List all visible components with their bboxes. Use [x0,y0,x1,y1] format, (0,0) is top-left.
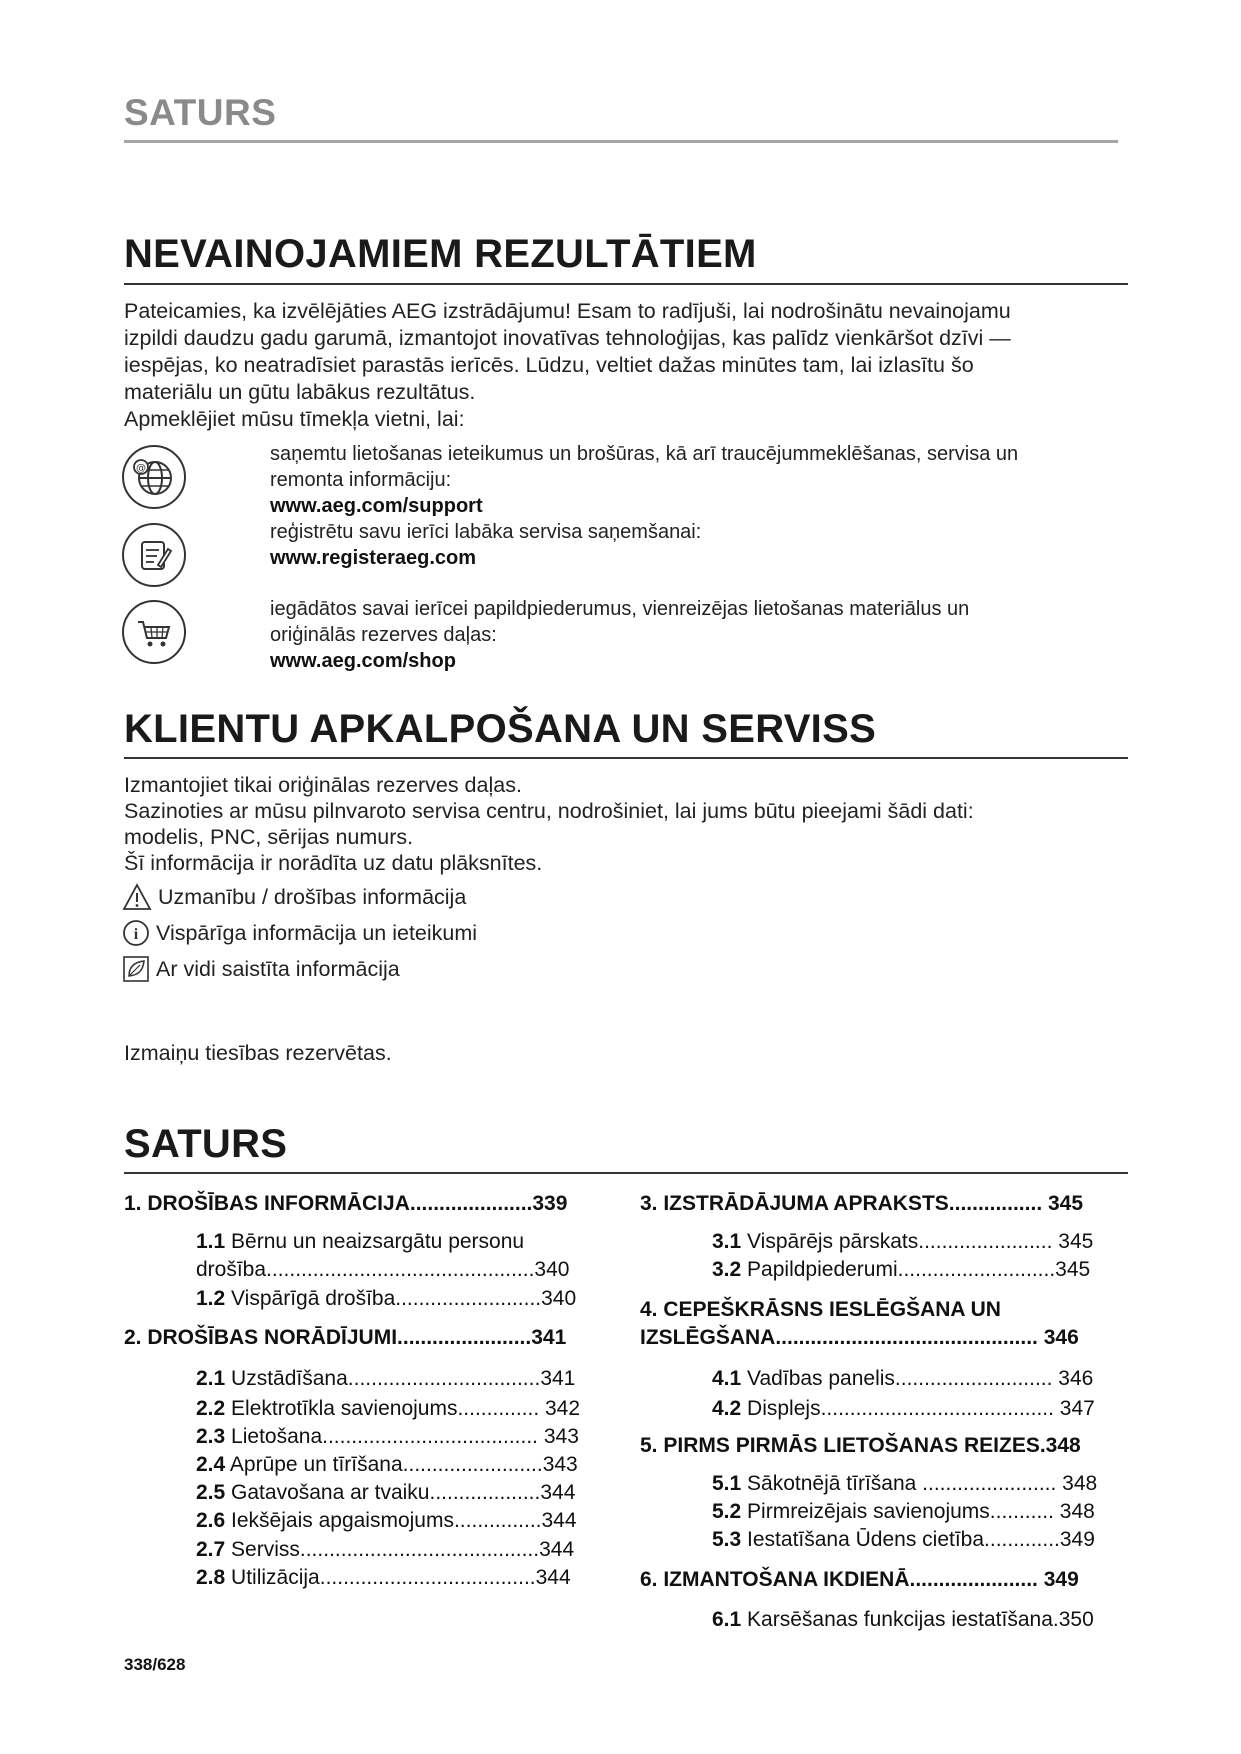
toc-label: Utilizācija.....................................344 [231,1566,571,1589]
svg-text:i: i [133,926,139,943]
toc-label: Papildpiederumi...........................345 [747,1258,1091,1281]
page-number: 338/628 [124,1655,186,1674]
toc-section-4-2[interactable] [712,1395,1095,1423]
toc-label: Elektrotīkla savienojums.............. 342 [231,1397,581,1420]
link-description: remonta informāciju: [270,469,452,491]
toc-section-5-1[interactable] [712,1470,1097,1498]
register-url-link[interactable]: www.registeraeg.com [270,547,476,569]
toc-num: 2.6 [196,1509,226,1532]
service-line: Izmantojiet tikai oriģinālas rezerves daļas. [124,773,522,797]
toc-title: SATURS [124,1122,288,1166]
toc-label: Aprūpe un tīrīšana........................343 [229,1453,578,1476]
toc-section-2-8[interactable] [196,1564,571,1592]
toc-num: 4.2 [712,1397,742,1420]
intro-line: izpildi daudzu gadu garumā, izmantojot inovatīvas tehnoloģijas, kas palīdz vienkāršot dzīvi — [124,326,1011,350]
toc-num: 1.1 [196,1230,226,1253]
toc-section-6-1[interactable] [712,1606,1094,1634]
toc-label: Gatavošana ar tvaiku...................344 [231,1481,576,1504]
toc-num: 5.1 [712,1472,742,1495]
service-line: Šī informācija ir norādīta uz datu plāksnītes. [124,851,543,875]
toc-label: Vispārīgā drošība.........................340 [231,1287,577,1310]
intro-title: NEVAINOJAMIEM REZULTĀTIEM [124,232,757,276]
service-line: modelis, PNC, sērijas numurs. [124,825,414,849]
toc-section-3-2[interactable] [712,1256,1090,1284]
intro-line: iespējas, ko neatradīsiet parastās ierīcēs. Lūdzu, veltiet dažas minūtes tam, lai izlasītu šo [124,353,974,377]
rights-reserved-text: Izmaiņu tiesības rezervētas. [124,1041,392,1065]
toc-num: 2.5 [196,1481,226,1504]
toc-chapter-1[interactable]: 1. DROŠĪBAS INFORMĀCIJA.....................339 [124,1192,568,1215]
toc-num: 2.8 [196,1566,226,1589]
toc-label: Lietošana..................................... 343 [231,1425,579,1448]
toc-label: Bērnu un neaizsargātu personu [231,1230,525,1253]
support-url-link[interactable]: www.aeg.com/support [270,495,483,517]
toc-chapter-4-cont[interactable]: IZSLĒGŠANA............................................. 346 [640,1326,1079,1349]
toc-label: Sākotnējā tīrīšana ....................... 348 [747,1472,1098,1495]
toc-label: Pirmreizējais savienojums........... 348 [747,1500,1095,1523]
toc-section-2-2[interactable] [196,1395,580,1423]
toc-label: Vispārējs pārskats....................... 345 [747,1230,1094,1253]
toc-chapter-4[interactable]: 4. CEPEŠKRĀSNS IESLĒGŠANA UN [640,1298,1001,1321]
toc-chapter-6[interactable]: 6. IZMANTOŠANA IKDIENĀ...................... 349 [640,1568,1079,1591]
svg-text:@: @ [136,463,146,474]
link-description: oriģinālās rezerves daļas: [270,624,497,646]
service-title: KLIENTU APKALPOŠANA UN SERVISS [124,707,877,751]
toc-section-2-4[interactable] [196,1451,578,1479]
toc-section-2-3[interactable] [196,1423,579,1451]
service-line: Sazinoties ar mūsu pilnvaroto servisa centru, nodrošiniet, lai jums būtu pieejami šādi dati: [124,799,974,823]
link-description: iegādātos savai ierīcei papildpiederumus, vienreizējas lietošanas materiālus un [270,598,970,620]
toc-num: 5.3 [712,1528,742,1551]
toc-num: 2.1 [196,1367,226,1390]
toc-num: 2.7 [196,1538,226,1561]
note-text: Vispārīga informācija un ieteikumi [156,920,478,945]
toc-section-5-3[interactable] [712,1526,1095,1554]
toc-label: Vadības panelis........................... 346 [747,1367,1094,1390]
toc-section-1-1-cont[interactable]: drošība..............................................340 [196,1258,570,1281]
toc-num: 6.1 [712,1608,742,1631]
page-header-title: SATURS [124,92,277,133]
toc-section-5-2[interactable] [712,1498,1095,1526]
toc-num: 2.4 [196,1453,226,1476]
toc-num: 3.1 [712,1230,742,1253]
toc-chapter-2[interactable]: 2. DROŠĪBAS NORĀDĪJUMI.......................341 [124,1326,567,1349]
toc-label: Displejs........................................ 347 [747,1397,1095,1420]
link-description: saņemtu lietošanas ieteikumus un brošūras, kā arī traucējummeklēšanas, servisa un [270,443,1019,465]
intro-line: materiālu un gūtu labākus rezultātus. [124,380,476,404]
note-text: Ar vidi saistīta informācija [156,956,400,981]
note-text: Uzmanību / drošības informācija [158,884,467,909]
toc-section-1-1[interactable] [196,1228,524,1256]
toc-section-1-2[interactable] [196,1285,576,1313]
toc-chapter-5[interactable]: 5. PIRMS PIRMĀS LIETOŠANAS REIZES.348 [640,1434,1081,1457]
toc-label: Uzstādīšana.................................341 [231,1367,576,1390]
toc-label: Iestatīšana Ūdens cietība.............349 [747,1528,1095,1551]
toc-section-3-1[interactable] [712,1228,1093,1256]
toc-num: 4.1 [712,1367,742,1390]
toc-label: Serviss.........................................344 [231,1538,575,1561]
toc-section-2-1[interactable] [196,1365,575,1393]
toc-num: 5.2 [712,1500,742,1523]
toc-section-2-5[interactable] [196,1479,575,1507]
link-description: reģistrētu savu ierīci labāka servisa saņemšanai: [270,521,702,543]
toc-label: Karsēšanas funkcijas iestatīšana.350 [747,1608,1094,1631]
toc-num: 3.2 [712,1258,742,1281]
intro-line: Apmeklējiet mūsu tīmekļa vietni, lai: [124,407,465,431]
toc-num: 2.3 [196,1425,226,1448]
toc-label: Iekšējais apgaismojums...............344 [231,1509,577,1532]
shop-url-link[interactable]: www.aeg.com/shop [270,650,456,672]
toc-section-2-6[interactable] [196,1507,577,1535]
toc-section-2-7[interactable] [196,1536,574,1564]
toc-num: 1.2 [196,1287,226,1310]
toc-num: 2.2 [196,1397,226,1420]
intro-line: Pateicamies, ka izvēlējāties AEG izstrādājumu! Esam to radījuši, lai nodrošinātu nevainojamu [124,299,1011,323]
toc-chapter-3[interactable]: 3. IZSTRĀDĀJUMA APRAKSTS................ 345 [640,1192,1084,1215]
toc-section-4-1[interactable] [712,1365,1093,1393]
